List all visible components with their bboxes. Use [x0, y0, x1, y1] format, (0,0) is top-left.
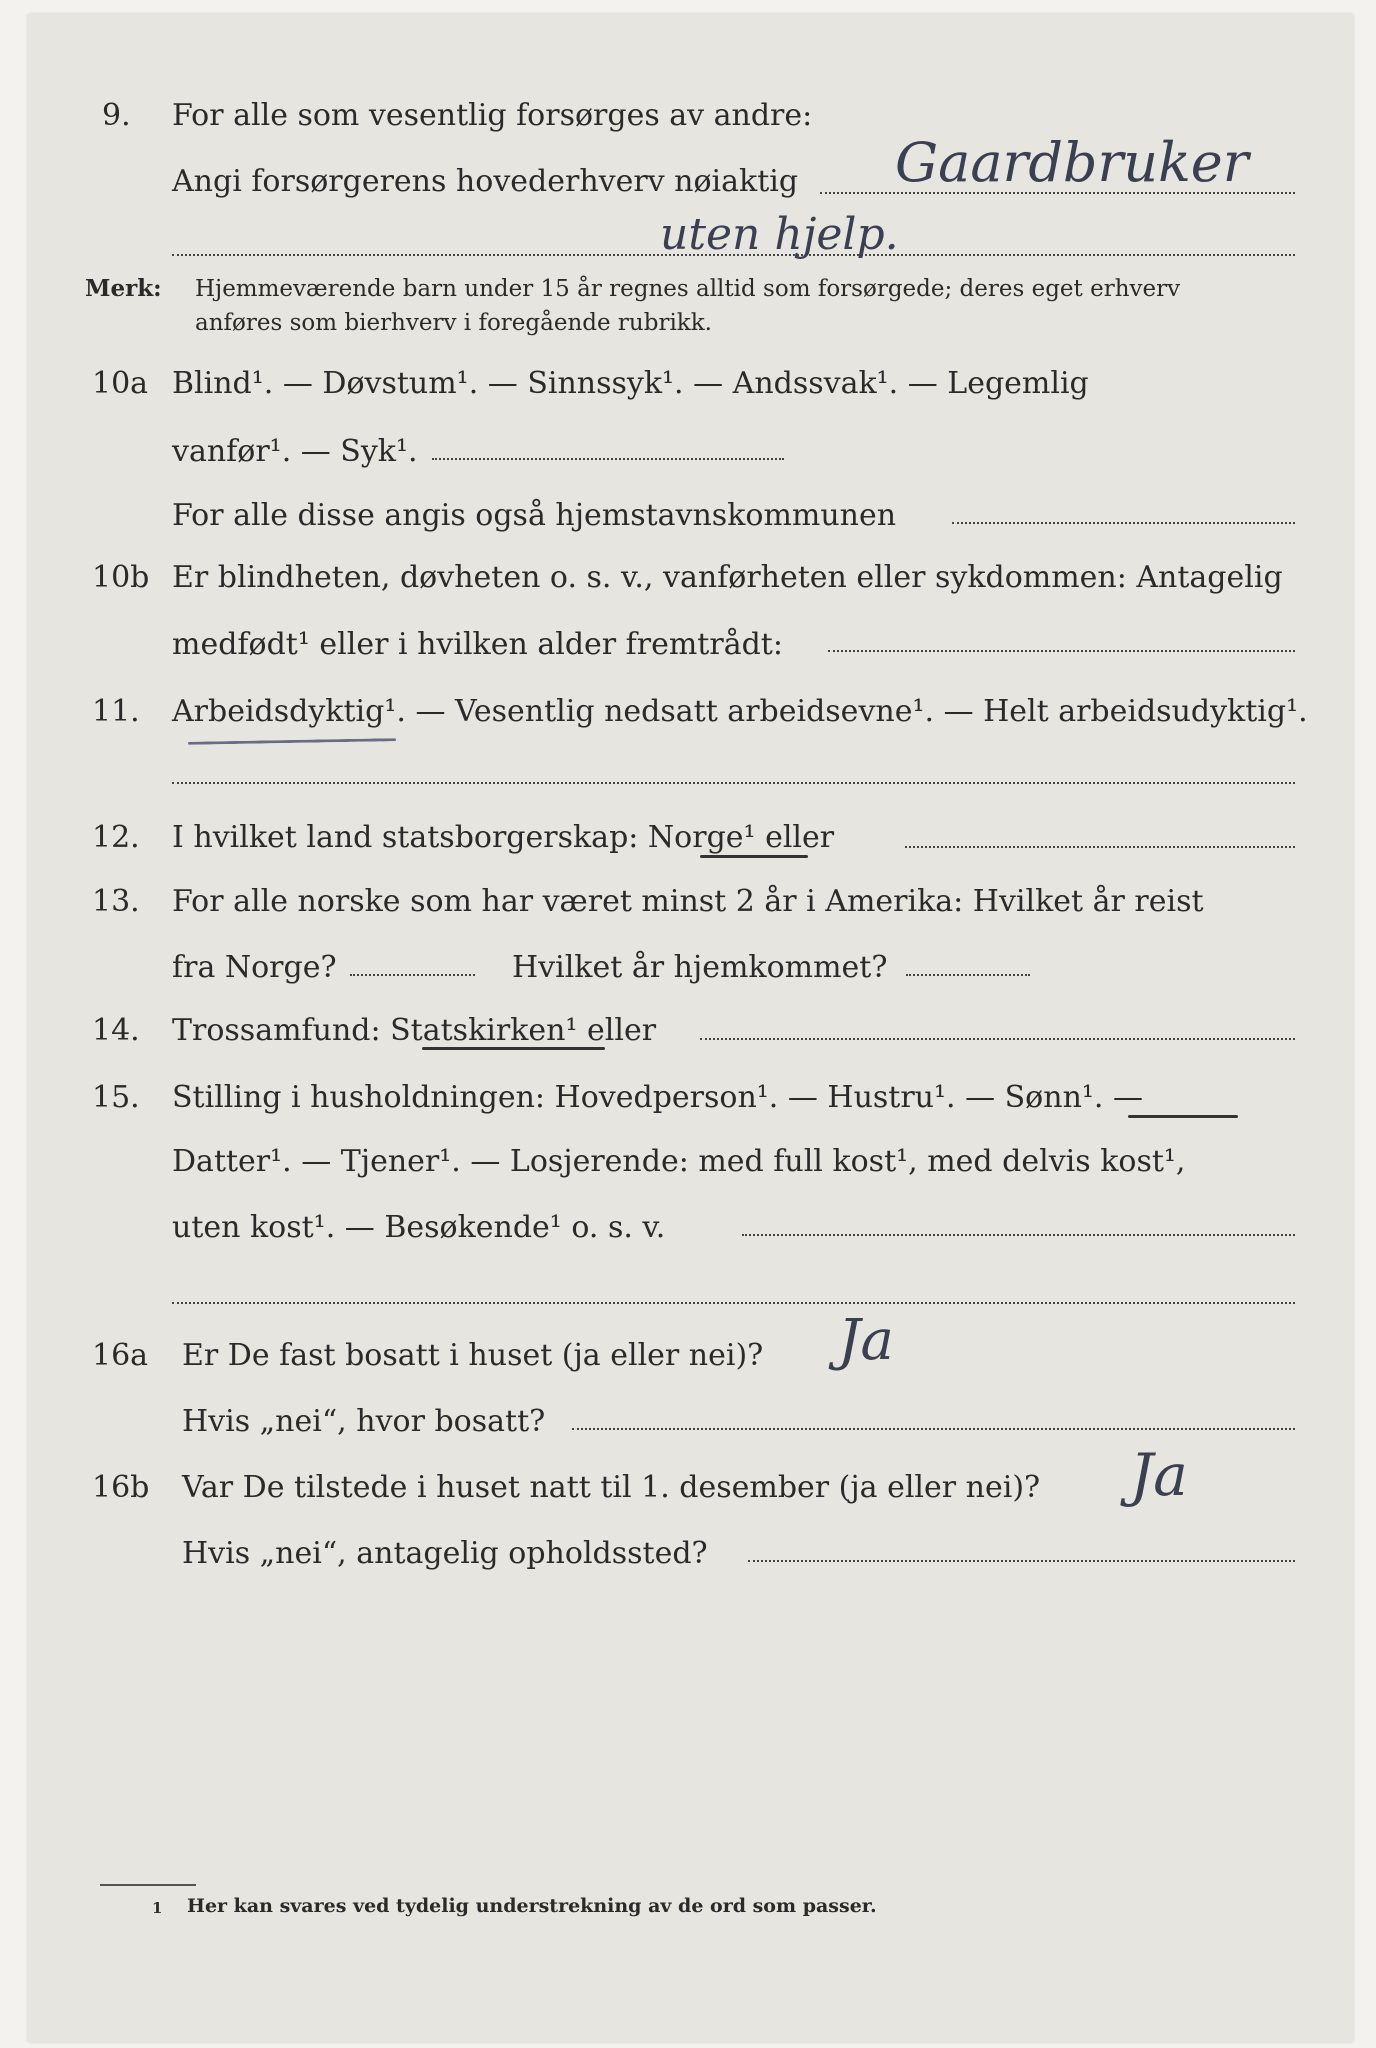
q14-line1: Trossamfund: Statskirken¹ eller [172, 1013, 657, 1048]
q9-line2: Angi forsørgerens hovederhverv nøiaktig [172, 164, 799, 199]
q15-underline-mark [1128, 1115, 1238, 1118]
q13-left-year-line [350, 974, 475, 976]
item-number-9: 9. [102, 98, 131, 133]
q16a-line1: Er De fast bosatt i huset (ja eller nei)? [182, 1338, 764, 1373]
q15-answer-line [742, 1234, 1295, 1236]
q9-line1: For alle som vesentlig forsørges av andre: [172, 98, 813, 133]
footnote-mark: 1 [152, 1899, 163, 1917]
item-number-15: 15. [92, 1080, 140, 1115]
q15-line1: Stilling i husholdningen: Hovedperson¹. — Hustru¹. — Sønn¹. — [172, 1080, 1143, 1115]
q12-underline-mark [700, 855, 808, 858]
q16b-answer: Ja [1130, 1441, 1188, 1509]
footnote-rule [100, 1884, 196, 1886]
q9-answer-note: uten hjelp. [660, 209, 899, 260]
q11-answer-line [172, 782, 1295, 784]
q10a-line1: Blind¹. — Døvstum¹. — Sinnssyk¹. — Andssvak¹. — Legemlig [172, 366, 1089, 401]
q15-line3: uten kost¹. — Besøkende¹ o. s. v. [172, 1210, 666, 1245]
item-number-14: 14. [92, 1013, 140, 1048]
q15-line2: Datter¹. — Tjener¹. — Losjerende: med full kost¹, med delvis kost¹, [172, 1144, 1186, 1179]
q9-answer-occupation: Gaardbruker [895, 131, 1249, 194]
q11-line1: Arbeidsdyktig¹. — Vesentlig nedsatt arbeidsevne¹. — Helt arbeidsudyktig¹. [172, 694, 1308, 729]
item-number-11: 11. [92, 694, 140, 729]
q13-line2b: Hvilket år hjemkommet? [512, 950, 888, 985]
q10a-line2: vanfør¹. — Syk¹. [172, 434, 418, 469]
item-number-10a: 10a [92, 366, 149, 401]
item-number-16a: 16a [92, 1338, 149, 1373]
q12-line1: I hvilket land statsborgerskap: Norge¹ eller [172, 820, 835, 855]
item-number-13: 13. [92, 884, 140, 919]
q12-answer-line [905, 846, 1295, 848]
q15-extra-line [172, 1302, 1295, 1304]
q10b-line1: Er blindheten, døvheten o. s. v., vanførheten eller sykdommen: Antagelig [172, 560, 1283, 595]
item-number-12: 12. [92, 820, 140, 855]
merk-line1: Hjemmeværende barn under 15 år regnes alltid som forsørgede; deres eget erhverv [195, 276, 1181, 302]
q16a-line2: Hvis „nei“, hvor bosatt? [182, 1404, 546, 1439]
q16b-line2: Hvis „nei“, antagelig opholdssted? [182, 1536, 708, 1571]
q14-underline-mark [422, 1047, 605, 1050]
q10a-sick-line [432, 458, 784, 460]
item-number-10b: 10b [92, 560, 150, 595]
q13-line2a: fra Norge? [172, 950, 337, 985]
merk-label: Merk: [85, 275, 162, 302]
q13-return-year-line [906, 974, 1030, 976]
q13-line1: For alle norske som har været minst 2 år i Amerika: Hvilket år reist [172, 884, 1204, 919]
q16a-answer-line [572, 1428, 1295, 1430]
footnote-text: Her kan svares ved tydelig understrekning av de ord som passer. [187, 1895, 877, 1917]
q16b-answer-line [748, 1560, 1295, 1562]
q10a-home-line [952, 522, 1295, 524]
q10b-answer-line [828, 650, 1295, 652]
q10b-line2: medfødt¹ eller i hvilken alder fremtrådt: [172, 627, 783, 662]
q10a-line3: For alle disse angis også hjemstavnskommunen [172, 498, 897, 533]
q16a-answer: Ja [838, 1308, 894, 1373]
merk-line2: anføres som bierhverv i foregående rubrikk. [195, 310, 712, 336]
q14-answer-line [700, 1038, 1295, 1040]
item-number-16b: 16b [92, 1470, 150, 1505]
q16b-line1: Var De tilstede i huset natt til 1. desember (ja eller nei)? [182, 1470, 1041, 1505]
